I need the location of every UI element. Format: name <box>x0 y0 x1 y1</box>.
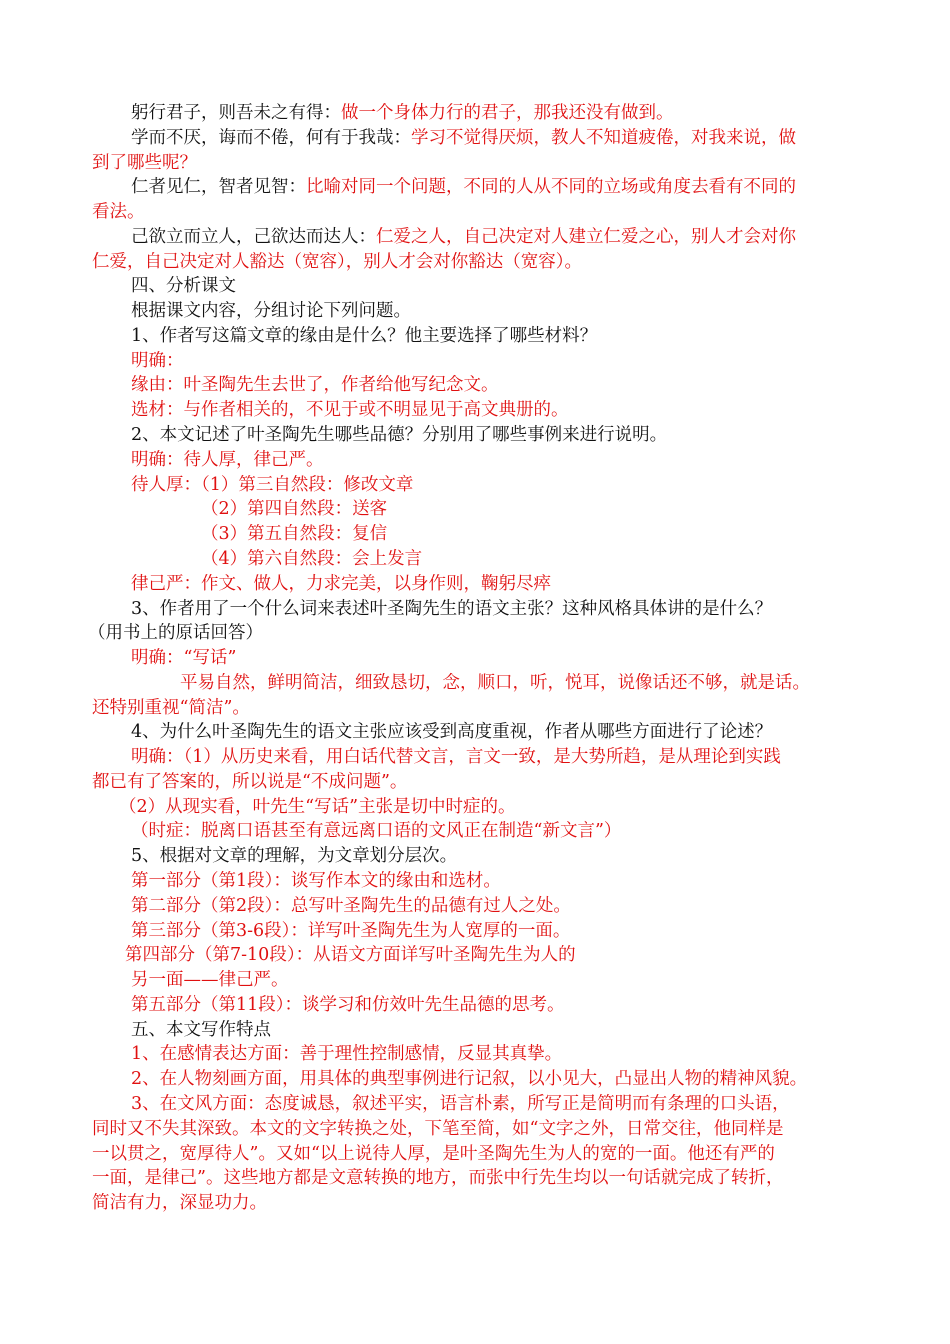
text-line: 己欲立而立人，己欲达而达人：仁爱之人，自己决定对人建立仁爱之心，别人才会对你 <box>131 227 796 247</box>
answer-line: 都已有了答案的，所以说是“不成问题”。 <box>92 772 408 792</box>
answer-line: 同时又不失其深致。本文的文字转换之处，下笔至简，如“文字之外，日常交往，他同样是 <box>92 1119 784 1139</box>
answer-line: 一面，是律己”。这些地方都是文意转换的地方，而张中行先生均以一句话就完成了转折， <box>92 1168 784 1188</box>
text-line: 躬行君子，则吾未之有得：做一个身体力行的君子，那我还没有做到。 <box>131 103 674 123</box>
answer-line: 第二部分（第2段）：总写叶圣陶先生的品德有过人之处。 <box>131 896 571 916</box>
answer-line: 1、在感情表达方面：善于理性控制感情，反显其真挚。 <box>131 1044 563 1064</box>
answer-line: 律己严：作文、做人，力求完美，以身作则，鞠躬尽瘁 <box>131 574 551 594</box>
question-line: 3、作者用了一个什么词来表述叶圣陶先生的语文主张？这种风格具体讲的是什么？ <box>131 599 773 619</box>
question-line: 5、根据对文章的理解，为文章划分层次。 <box>131 846 458 866</box>
answer-line: 选材：与作者相关的，不见于或不明显见于高文典册的。 <box>131 400 569 420</box>
answer-line: （3）第五自然段：复信 <box>201 524 388 544</box>
question-line: 2、本文记述了叶圣陶先生哪些品德？分别用了哪些事例来进行说明。 <box>131 425 668 445</box>
answer-line: 还特别重视“简洁”。 <box>92 698 250 718</box>
answer-line: （时症：脱离口语甚至有意远离口语的文风正在制造“新文言”） <box>131 821 622 841</box>
answer-line: 明确：“写话” <box>131 648 237 668</box>
answer-line: 另一面——律己严。 <box>131 970 289 990</box>
answer-line: 平易自然，鲜明简洁，细致恳切，念，顺口，听，悦耳，说像话还不够，就是话。 <box>180 673 810 693</box>
text-line: 仁者见仁，智者见智：比喻对同一个问题，不同的人从不同的立场或角度去看有不同的 <box>131 177 796 197</box>
text-line: 仁爱，自己决定对人豁达（宽容），别人才会对你豁达（宽容）。 <box>92 252 582 272</box>
question-line: 1、作者写这篇文章的缘由是什么？他主要选择了哪些材料？ <box>131 326 598 346</box>
answer-line: 明确： <box>131 351 184 371</box>
answer-line: 明确：（1）从历史来看，用白话代替文言，言文一致，是大势所趋，是从理论到实践 <box>131 747 781 767</box>
answer-line: 第一部分（第1段）：谈写作本文的缘由和选材。 <box>131 871 501 891</box>
answer-line: 2、在人物刻画方面，用具体的典型事例进行记叙，以小见大，凸显出人物的精神风貌。 <box>131 1069 808 1089</box>
question-line: （用书上的原话回答） <box>88 623 263 643</box>
answer-line: 第四部分（第7-10段）：从语文方面详写叶圣陶先生为人的 <box>125 945 576 965</box>
answer-line: （4）第六自然段：会上发言 <box>201 549 423 569</box>
answer-line: （2）第四自然段：送客 <box>201 499 388 519</box>
answer-line: 明确：待人厚，律己严。 <box>131 450 324 470</box>
answer-line: 第三部分（第3-6段）：详写叶圣陶先生为人宽厚的一面。 <box>131 921 571 941</box>
answer-line: （2）从现实看，叶先生“写话”主张是切中时症的。 <box>119 797 516 817</box>
section-heading: 五、本文写作特点 <box>131 1020 271 1040</box>
answer-line: 简洁有力，深显功力。 <box>92 1193 267 1213</box>
answer-line: 3、在文风方面：态度诚恳，叙述平实，语言朴素，所写正是简明而有条理的口头语， <box>131 1094 790 1114</box>
question-line: 4、为什么叶圣陶先生的语文主张应该受到高度重视，作者从哪些方面进行了论述？ <box>131 722 773 742</box>
answer-line: 待人厚：（1）第三自然段：修改文章 <box>131 475 414 495</box>
text-line: 学而不厌，诲而不倦，何有于我哉：学习不觉得厌烦，教人不知道疲倦，对我来说，做 <box>131 128 796 148</box>
answer-line: 缘由：叶圣陶先生去世了，作者给他写纪念文。 <box>131 375 499 395</box>
answer-line: 第五部分（第11段）：谈学习和仿效叶先生品德的思考。 <box>131 995 565 1015</box>
text-line: 到了哪些呢？ <box>92 153 197 173</box>
section-heading: 四、分析课文 <box>131 276 236 296</box>
text-line: 看法。 <box>92 202 145 222</box>
text-line: 根据课文内容，分组讨论下列问题。 <box>131 301 411 321</box>
answer-line: 一以贯之，宽厚待人”。又如“以上说待人厚，是叶圣陶先生为人的宽的一面。他还有严的 <box>92 1144 775 1164</box>
